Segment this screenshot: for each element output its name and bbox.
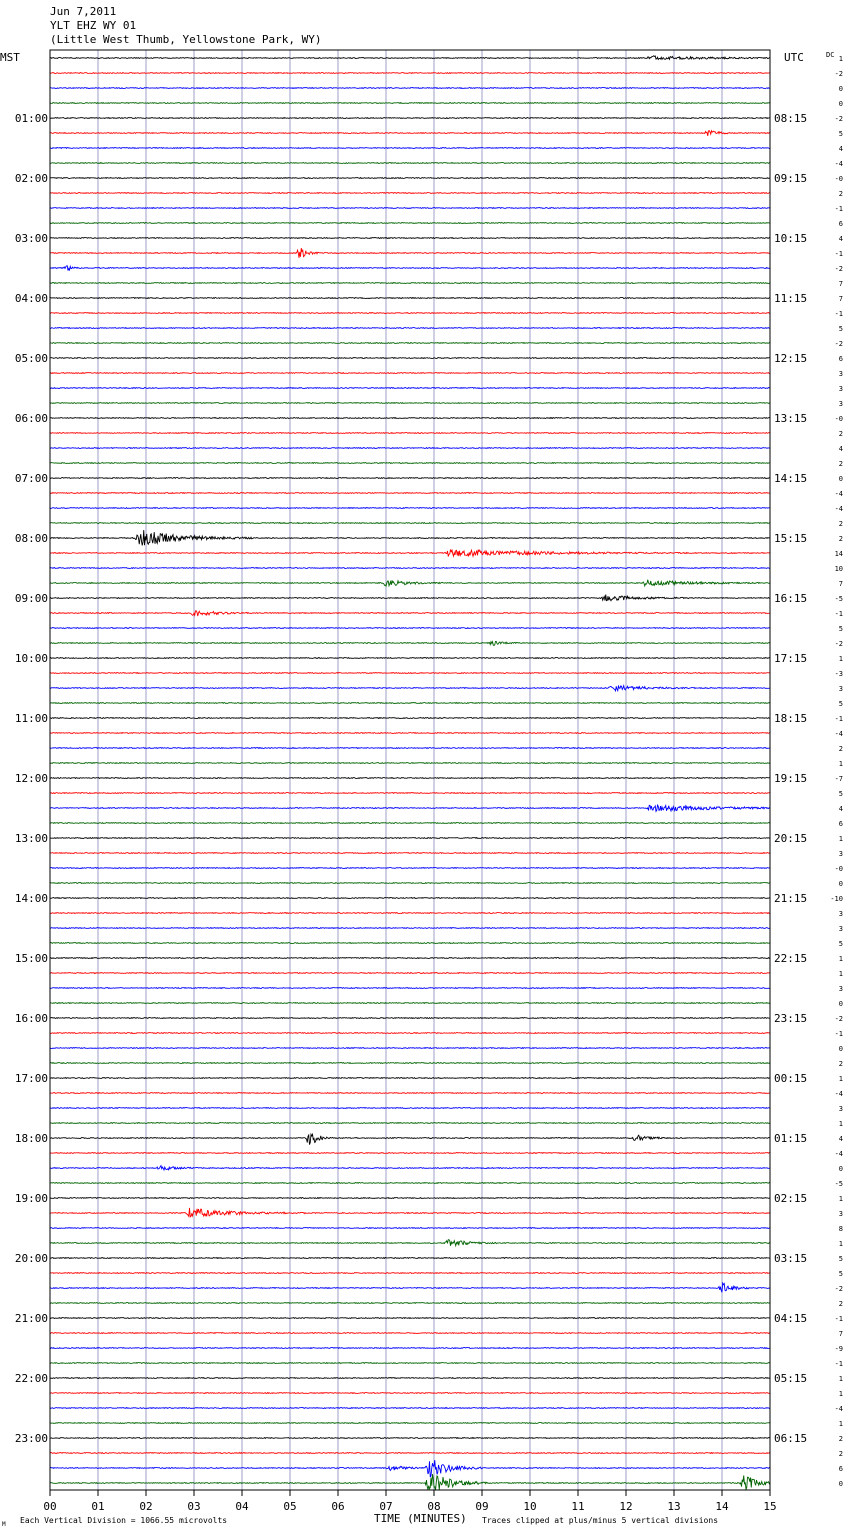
dc-offset-label: -7 <box>834 775 843 783</box>
hour-label-mst: 04:00 <box>14 292 48 305</box>
x-tick-label: 04 <box>235 1500 249 1513</box>
hour-label-utc: 03:15 <box>774 1252 808 1265</box>
hour-label-utc: 12:15 <box>774 352 808 365</box>
hour-label-mst: 23:00 <box>14 1432 48 1445</box>
trace-row <box>50 685 770 690</box>
x-tick-label: 12 <box>619 1500 633 1513</box>
trace-row <box>50 1093 770 1094</box>
trace-row <box>50 373 770 374</box>
dc-offset-label: -2 <box>834 340 843 348</box>
dc-offset-label: 3 <box>838 400 843 408</box>
location-label: (Little West Thumb, Yellowstone Park, WY) <box>50 33 322 46</box>
trace-row <box>50 1474 770 1490</box>
trace-row <box>50 1183 770 1184</box>
dc-offset-label: 10 <box>834 565 843 573</box>
trace-row <box>50 568 770 569</box>
dc-offset-label: 1 <box>838 1240 843 1248</box>
trace-row <box>50 1423 770 1424</box>
trace-row <box>50 763 770 764</box>
trace-row <box>50 883 770 884</box>
dc-offset-label: 2 <box>838 1300 843 1308</box>
trace-row <box>50 56 770 60</box>
hour-label-utc: 01:15 <box>774 1132 808 1145</box>
trace-row <box>50 703 770 704</box>
right-axis-label: UTC <box>784 51 804 64</box>
dc-offset-label: 4 <box>838 1135 843 1143</box>
dc-offset-label: -10 <box>830 895 843 903</box>
dc-offset-label: 1 <box>838 1195 843 1203</box>
grid <box>98 50 722 1490</box>
dc-offset-label: 3 <box>838 985 843 993</box>
hour-label-mst: 11:00 <box>14 712 48 725</box>
dc-offset-label: -2 <box>834 115 843 123</box>
dc-offset-label: 3 <box>838 370 843 378</box>
station-label: YLT EHZ WY 01 <box>50 19 137 32</box>
dc-offset-label: 1 <box>838 1120 843 1128</box>
dc-offset-label: 0 <box>838 1480 843 1488</box>
x-tick-label: 05 <box>283 1500 297 1513</box>
trace-row <box>50 805 770 811</box>
trace-row <box>50 958 770 959</box>
trace-row <box>50 748 770 749</box>
dc-offset-label: 2 <box>838 535 843 543</box>
dc-offset-label: 3 <box>838 1105 843 1113</box>
dc-offset-label: -2 <box>834 265 843 273</box>
dc-offset-label: 7 <box>838 295 843 303</box>
dc-offset-label: -1 <box>834 250 843 258</box>
dc-offset-label: 2 <box>838 460 843 468</box>
trace-row <box>50 595 770 601</box>
dc-offset-label: 5 <box>838 625 843 633</box>
trace-row <box>50 223 770 224</box>
dc-offset-label: -2 <box>834 1285 843 1293</box>
x-axis-title: TIME (MINUTES) <box>374 1512 467 1525</box>
trace-row <box>50 530 770 545</box>
trace-row <box>50 1460 770 1477</box>
dc-offset-label: -1 <box>834 715 843 723</box>
dc-offset-label: 5 <box>838 790 843 798</box>
trace-row <box>50 1208 770 1217</box>
trace-row <box>50 928 770 929</box>
hour-label-utc: 10:15 <box>774 232 808 245</box>
left-axis-label: MST <box>0 51 20 64</box>
dc-offset-label: 1 <box>838 1075 843 1083</box>
trace-row <box>50 1078 770 1079</box>
trace-row <box>50 328 770 329</box>
trace-row <box>50 793 770 794</box>
trace-row <box>50 1378 770 1379</box>
trace-row <box>50 1318 770 1319</box>
hour-label-mst: 22:00 <box>14 1372 48 1385</box>
dc-offset-label: 0 <box>838 1165 843 1173</box>
hour-label-utc: 17:15 <box>774 652 808 665</box>
hour-label-mst: 21:00 <box>14 1312 48 1325</box>
dc-offset-label: 7 <box>838 1330 843 1338</box>
hour-label-utc: 22:15 <box>774 952 808 965</box>
trace-row <box>50 343 770 344</box>
dc-offset-label: -1 <box>834 610 843 618</box>
dc-offset-label: 14 <box>834 550 843 558</box>
trace-row <box>50 1393 770 1394</box>
trace-row <box>50 549 770 556</box>
trace-row <box>50 1153 770 1154</box>
dc-offset-label: 1 <box>838 1375 843 1383</box>
trace-row <box>50 718 770 719</box>
trace-row <box>50 778 770 779</box>
dc-offset-label: 2 <box>838 520 843 528</box>
dc-offset-label: 1 <box>838 760 843 768</box>
trace-row <box>50 1408 770 1409</box>
dc-offset-label: 0 <box>838 85 843 93</box>
dc-offset-label: -9 <box>834 1345 843 1353</box>
dc-offset-label: 5 <box>838 325 843 333</box>
dc-offset-label: 1 <box>838 955 843 963</box>
trace-row <box>50 388 770 389</box>
trace-row <box>50 523 770 524</box>
dc-offset-label: 5 <box>838 130 843 138</box>
dc-offset-label: -4 <box>834 160 843 168</box>
trace-row <box>50 1240 770 1246</box>
trace-row <box>50 358 770 359</box>
hour-label-utc: 09:15 <box>774 172 808 185</box>
trace-row <box>50 1033 770 1034</box>
hour-label-mst: 18:00 <box>14 1132 48 1145</box>
hour-label-mst: 05:00 <box>14 352 48 365</box>
dc-offset-label: 0 <box>838 1000 843 1008</box>
dc-offset-label: -0 <box>834 865 843 873</box>
dc-offset-label: -2 <box>834 70 843 78</box>
trace-row <box>50 433 770 434</box>
dc-offset-label: -2 <box>834 1015 843 1023</box>
trace-row <box>50 733 770 734</box>
corner-mark: M <box>2 1521 6 1528</box>
trace-row <box>50 448 770 449</box>
hour-label-mst: 01:00 <box>14 112 48 125</box>
x-tick-label: 11 <box>571 1500 585 1513</box>
dc-label: DC <box>826 51 835 59</box>
hour-label-utc: 18:15 <box>774 712 808 725</box>
dc-offset-label: 6 <box>838 220 843 228</box>
hour-label-mst: 13:00 <box>14 832 48 845</box>
trace-row <box>50 1018 770 1019</box>
trace-row <box>50 208 770 209</box>
hour-label-mst: 16:00 <box>14 1012 48 1025</box>
dc-offset-label: 1 <box>838 1420 843 1428</box>
x-tick-label: 02 <box>139 1500 153 1513</box>
x-tick-label: 07 <box>379 1500 393 1513</box>
dc-offset-label: 1 <box>838 1390 843 1398</box>
trace-row <box>50 178 770 179</box>
trace-row <box>50 913 770 914</box>
clip-note: Traces clipped at plus/minus 5 vertical divisions <box>482 1516 719 1525</box>
trace-row <box>50 973 770 974</box>
hour-label-utc: 15:15 <box>774 532 808 545</box>
dc-offset-label: -4 <box>834 1150 843 1158</box>
trace-row <box>50 508 770 509</box>
dc-offset-label: 8 <box>838 1225 843 1233</box>
dc-offset-label: -3 <box>834 670 843 678</box>
dc-offset-label: -1 <box>834 1360 843 1368</box>
dc-offset-label: 6 <box>838 820 843 828</box>
label-group <box>15 55 843 1513</box>
dc-offset-label: 5 <box>838 1270 843 1278</box>
dc-offset-label: 5 <box>838 700 843 708</box>
trace-row <box>50 1333 770 1334</box>
x-tick-label: 15 <box>763 1500 777 1513</box>
dc-offset-label: 3 <box>838 925 843 933</box>
dc-offset-label: -0 <box>834 175 843 183</box>
dc-offset-label: -1 <box>834 310 843 318</box>
hour-label-utc: 13:15 <box>774 412 808 425</box>
x-tick-label: 08 <box>427 1500 441 1513</box>
x-tick-label: 06 <box>331 1500 345 1513</box>
dc-offset-label: 7 <box>838 580 843 588</box>
dc-offset-label: -5 <box>834 595 843 603</box>
dc-offset-label: -5 <box>834 1180 843 1188</box>
trace-row <box>50 898 770 899</box>
dc-offset-label: 3 <box>838 385 843 393</box>
trace-row <box>50 838 770 839</box>
trace-row <box>50 641 770 645</box>
hour-label-utc: 23:15 <box>774 1012 808 1025</box>
dc-offset-label: 1 <box>838 55 843 63</box>
dc-offset-label: 7 <box>838 280 843 288</box>
hour-label-mst: 19:00 <box>14 1192 48 1205</box>
dc-offset-label: 6 <box>838 355 843 363</box>
dc-offset-label: -4 <box>834 505 843 513</box>
dc-offset-label: -4 <box>834 730 843 738</box>
trace-row <box>50 868 770 869</box>
trace-row <box>50 118 770 119</box>
hour-label-mst: 10:00 <box>14 652 48 665</box>
hour-label-mst: 17:00 <box>14 1072 48 1085</box>
trace-row <box>50 266 770 271</box>
dc-offset-label: 2 <box>838 190 843 198</box>
dc-offset-label: 0 <box>838 880 843 888</box>
hour-label-mst: 08:00 <box>14 532 48 545</box>
dc-offset-label: 4 <box>838 805 843 813</box>
trace-row <box>50 658 770 659</box>
trace-row <box>50 1303 770 1304</box>
hour-label-utc: 05:15 <box>774 1372 808 1385</box>
dc-offset-label: -2 <box>834 640 843 648</box>
dc-offset-label: 5 <box>838 940 843 948</box>
x-tick-label: 09 <box>475 1500 489 1513</box>
dc-offset-label: 0 <box>838 1045 843 1053</box>
dc-offset-label: 3 <box>838 685 843 693</box>
dc-offset-label: 3 <box>838 850 843 858</box>
dc-offset-label: 1 <box>838 655 843 663</box>
trace-row <box>50 853 770 854</box>
trace-row <box>50 248 770 258</box>
hour-label-utc: 02:15 <box>774 1192 808 1205</box>
x-tick-label: 14 <box>715 1500 729 1513</box>
trace-row <box>50 580 770 586</box>
trace-row <box>50 463 770 464</box>
trace-row <box>50 1438 770 1439</box>
trace-row <box>50 1453 770 1454</box>
trace-row <box>50 1283 770 1292</box>
hour-label-utc: 04:15 <box>774 1312 808 1325</box>
trace-row <box>50 1134 770 1144</box>
trace-row <box>50 403 770 404</box>
hour-label-mst: 15:00 <box>14 952 48 965</box>
dc-offset-label: 2 <box>838 745 843 753</box>
trace-row <box>50 1348 770 1349</box>
dc-offset-label: -1 <box>834 205 843 213</box>
dc-offset-label: -1 <box>834 1315 843 1323</box>
trace-row <box>50 88 770 89</box>
trace-row <box>50 163 770 164</box>
trace-row <box>50 1166 770 1170</box>
dc-offset-label: 2 <box>838 1450 843 1458</box>
x-tick-label: 03 <box>187 1500 201 1513</box>
dc-offset-label: -0 <box>834 415 843 423</box>
trace-row <box>50 478 770 479</box>
dc-offset-label: 3 <box>838 910 843 918</box>
trace-row <box>50 148 770 149</box>
hour-label-mst: 03:00 <box>14 232 48 245</box>
trace-row <box>50 283 770 284</box>
dc-offset-label: 4 <box>838 235 843 243</box>
trace-row <box>50 313 770 314</box>
trace-row <box>50 628 770 629</box>
trace-row <box>50 988 770 989</box>
hour-label-mst: 06:00 <box>14 412 48 425</box>
x-tick-label: 13 <box>667 1500 681 1513</box>
trace-row <box>50 1123 770 1124</box>
trace-row <box>50 73 770 74</box>
trace-row <box>50 1048 770 1049</box>
hour-label-mst: 20:00 <box>14 1252 48 1265</box>
hour-label-utc: 11:15 <box>774 292 808 305</box>
trace-row <box>50 493 770 494</box>
dc-offset-label: 1 <box>838 970 843 978</box>
x-tick-label: 10 <box>523 1500 537 1513</box>
trace-row <box>50 193 770 194</box>
trace-row <box>50 298 770 299</box>
dc-offset-label: 0 <box>838 475 843 483</box>
date-label: Jun 7,2011 <box>50 5 117 18</box>
hour-label-utc: 20:15 <box>774 832 808 845</box>
dc-offset-label: -4 <box>834 1090 843 1098</box>
dc-offset-label: 2 <box>838 430 843 438</box>
hour-label-mst: 12:00 <box>14 772 48 785</box>
dc-offset-label: 3 <box>838 1210 843 1218</box>
trace-row <box>50 238 770 239</box>
hour-label-utc: 08:15 <box>774 112 808 125</box>
trace-row <box>50 418 770 419</box>
trace-group <box>50 56 770 1490</box>
dc-offset-label: 2 <box>838 1435 843 1443</box>
trace-row <box>50 673 770 674</box>
scale-note: Each Vertical Division = 1066.55 microvolts <box>20 1516 228 1525</box>
plot-frame <box>50 50 770 1490</box>
trace-row <box>50 611 770 616</box>
hour-label-mst: 14:00 <box>14 892 48 905</box>
x-tick-label: 00 <box>43 1500 57 1513</box>
hour-label-utc: 06:15 <box>774 1432 808 1445</box>
hour-label-utc: 14:15 <box>774 472 808 485</box>
dc-offset-label: 6 <box>838 1465 843 1473</box>
hour-label-utc: 21:15 <box>774 892 808 905</box>
hour-label-mst: 02:00 <box>14 172 48 185</box>
trace-row <box>50 1228 770 1229</box>
trace-row <box>50 1273 770 1274</box>
trace-row <box>50 1003 770 1004</box>
dc-offset-label: 5 <box>838 1255 843 1263</box>
dc-offset-label: -4 <box>834 490 843 498</box>
dc-offset-label: 4 <box>838 445 843 453</box>
hour-label-utc: 00:15 <box>774 1072 808 1085</box>
dc-offset-label: 2 <box>838 1060 843 1068</box>
trace-row <box>50 1198 770 1199</box>
hour-label-utc: 19:15 <box>774 772 808 785</box>
trace-row <box>50 823 770 824</box>
dc-offset-label: -4 <box>834 1405 843 1413</box>
dc-offset-label: 1 <box>838 835 843 843</box>
dc-offset-label: -1 <box>834 1030 843 1038</box>
trace-row <box>50 1258 770 1259</box>
hour-label-utc: 16:15 <box>774 592 808 605</box>
trace-row <box>50 1363 770 1364</box>
trace-row <box>50 943 770 944</box>
dc-offset-label: 4 <box>838 145 843 153</box>
hour-label-mst: 07:00 <box>14 472 48 485</box>
hour-label-mst: 09:00 <box>14 592 48 605</box>
trace-row <box>50 103 770 104</box>
trace-row <box>50 1108 770 1109</box>
trace-row <box>50 1063 770 1064</box>
x-tick-label: 01 <box>91 1500 105 1513</box>
dc-offset-label: 0 <box>838 100 843 108</box>
trace-row <box>50 131 770 136</box>
